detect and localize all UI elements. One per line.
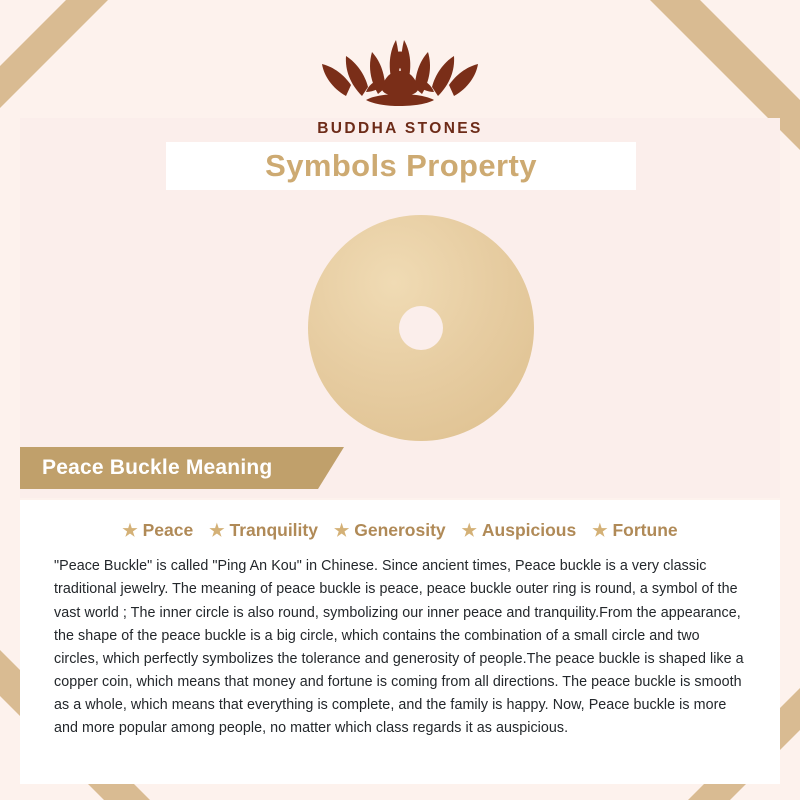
brand-name: BUDDHA STONES [317, 120, 483, 137]
description-paragraph: "Peace Buckle" is called "Ping An Kou" in Chinese. Since ancient times, Peace buckle is a very classic traditional jewelry. The meaning of peace buckle is peace, peace buckle outer ring is round, a symbol of the vast world ; The inner circle is also round, symbolizing our inner peace and tranquility.From the appearance, the shape of the peace buckle is a big circle, which contains the combination of a small circle and two circles, which perfectly symbolizes the tolerance and generosity of people.The peace buckle is shaped like a copper coin, which means that money and fortune is coming from all directions. The peace buckle is smooth as a whole, which means that everything is complete, and the family is happy. Now, Peace buckle is more and more popular among people, no matter which class regards it as auspicious. [54, 558, 744, 737]
section-ribbon [20, 447, 318, 489]
keyword-item-tranquility [209, 520, 318, 541]
keyword-label: Tranquility [229, 520, 318, 540]
keyword-item-fortune [592, 520, 677, 541]
keyword-label: Auspicious [481, 520, 577, 540]
brand-logo [0, 22, 800, 138]
keyword-item-peace [122, 520, 193, 541]
star-icon: ★ [209, 521, 225, 540]
ribbon-tail-decoration [318, 447, 344, 489]
keyword-item-generosity [334, 520, 446, 541]
section-ribbon-label: Peace Buckle Meaning [42, 456, 273, 479]
disc-center-hole [399, 306, 443, 350]
keyword-label: Fortune [612, 520, 678, 540]
star-icon: ★ [461, 521, 477, 540]
star-icon: ★ [333, 521, 350, 540]
lotus-meditation-icon [310, 22, 490, 116]
description-card [20, 500, 780, 784]
star-icon: ★ [592, 521, 608, 540]
keyword-label: Peace [142, 520, 194, 540]
page-title: Symbols Property [265, 148, 537, 183]
peace-buckle-jade-disc-icon [308, 215, 534, 441]
keyword-label: Generosity [354, 520, 446, 540]
star-icon: ★ [122, 521, 138, 540]
keyword-item-auspicious [462, 520, 577, 541]
keyword-list [54, 520, 746, 541]
page-title-banner [166, 142, 636, 190]
product-image-area [0, 215, 800, 445]
